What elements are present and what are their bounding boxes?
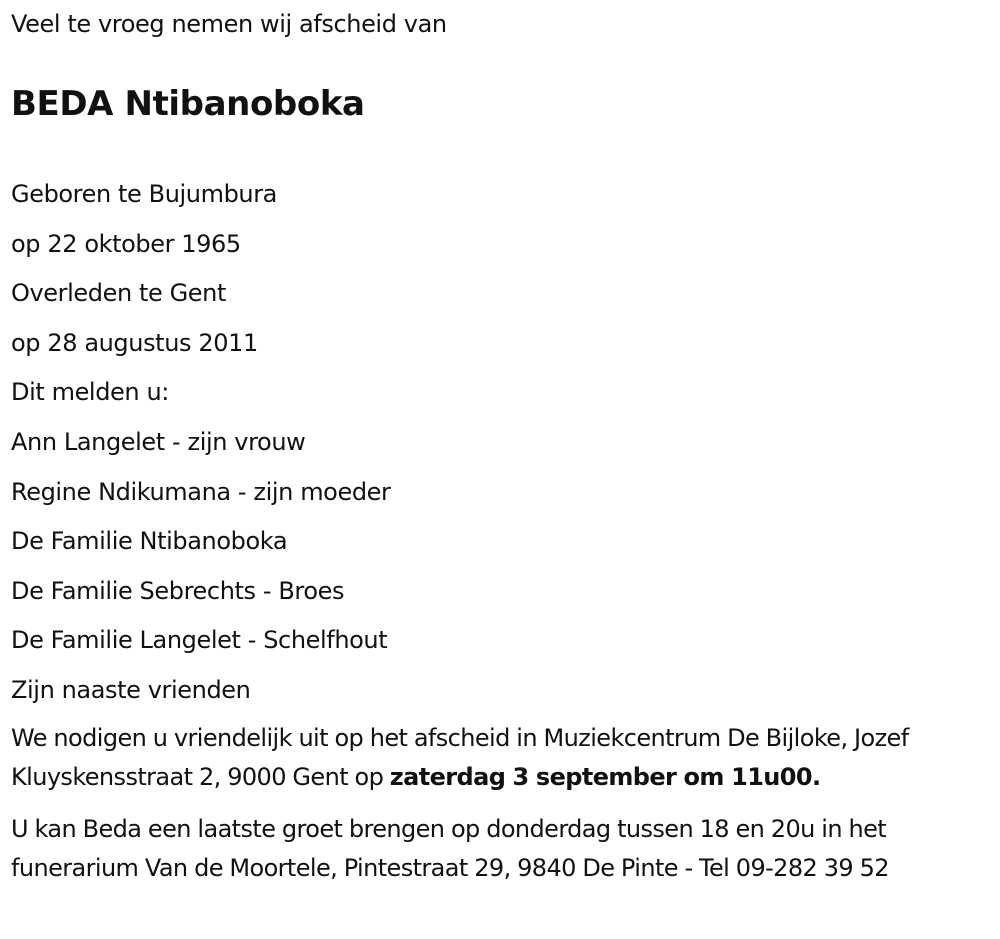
friends-line: Zijn naaste vrienden xyxy=(11,675,251,704)
family-member-line: De Familie Ntibanoboka xyxy=(11,527,288,556)
ceremony-datetime: zaterdag 3 september om 11u00. xyxy=(389,763,821,791)
deceased-name: BEDA Ntibanoboka xyxy=(11,84,365,124)
notice-lines xyxy=(11,174,391,720)
family-member-line: Regine Ndikumana - zijn moeder xyxy=(11,477,391,506)
family-member-line: De Familie Sebrechts - Broes xyxy=(11,576,345,605)
birth-date-line: op 22 oktober 1965 xyxy=(11,229,241,258)
family-member-line: De Familie Langelet - Schelfhout xyxy=(11,626,388,655)
invitation-paragraph xyxy=(11,719,996,797)
family-member-line: Ann Langelet - zijn vrouw xyxy=(11,427,306,456)
announcers-heading: Dit melden u: xyxy=(11,378,169,407)
death-place-line: Overleden te Gent xyxy=(11,279,226,308)
intro-line: Veel te vroeg nemen wij afscheid van xyxy=(11,10,447,38)
death-date-line: op 28 augustus 2011 xyxy=(11,328,258,357)
visitation-paragraph: U kan Beda een laatste groet brengen op donderdag tussen 18 en 20u in het funerarium Van de Moortele, Pintestraat 29, 9840 De Pinte - Tel 09-282 39 52 xyxy=(11,815,889,882)
invitation-text: We nodigen u vriendelijk uit op het afscheid in Muziekcentrum De Bijloke, Jozef Kluyskensstraat 2, 9000 Gent op xyxy=(11,724,909,791)
birth-place-line: Geboren te Bujumbura xyxy=(11,180,277,208)
